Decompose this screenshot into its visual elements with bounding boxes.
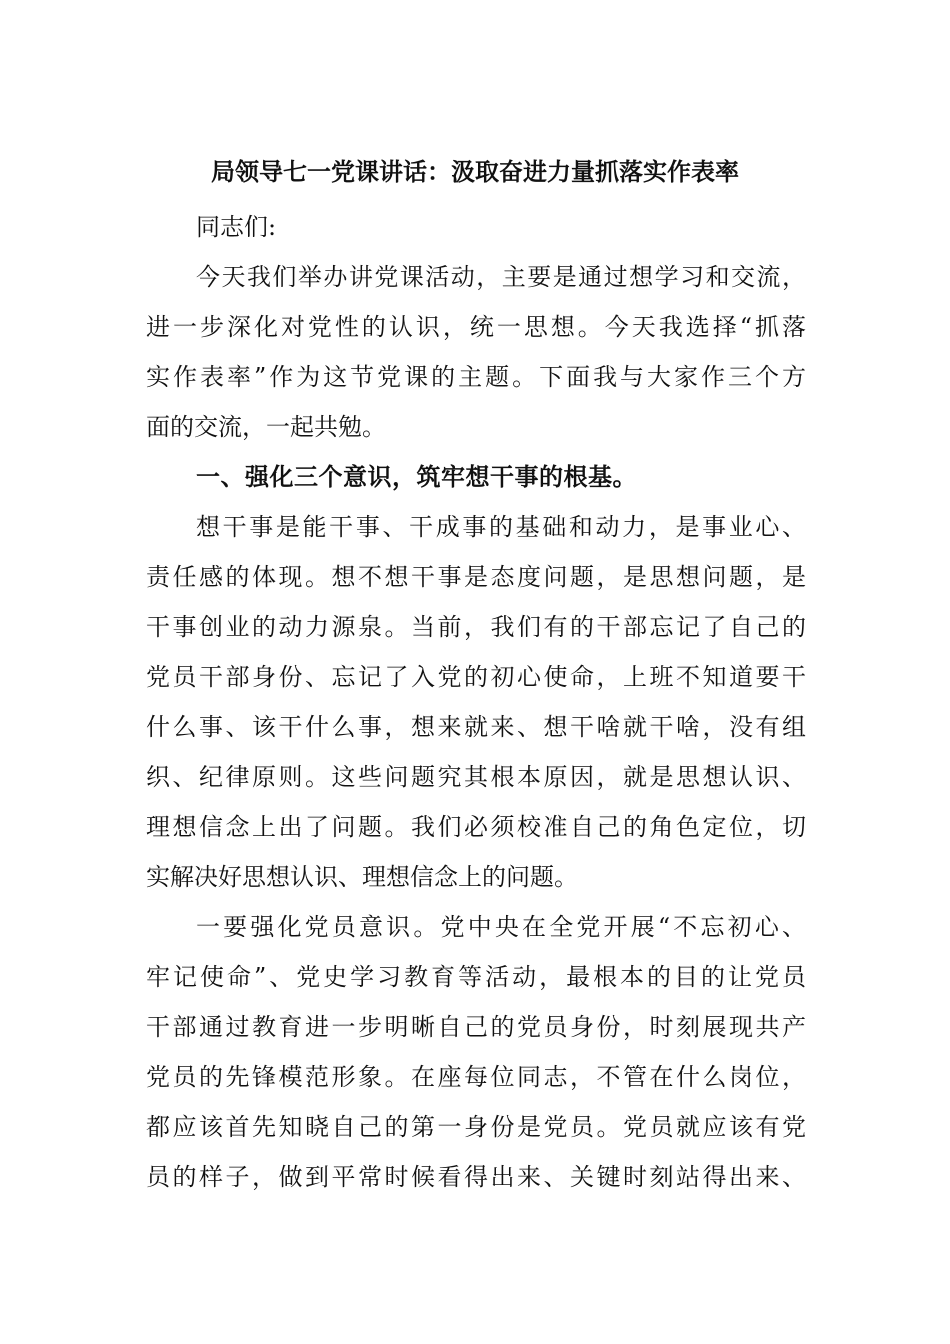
paragraph-line: 党员干部身份、忘记了入党的初心使命，上班不知道要干	[146, 663, 806, 691]
paragraph-section-one	[146, 502, 806, 902]
section-heading: 一、强化三个意识，筑牢想干事的根基。	[196, 463, 637, 491]
salutation: 同志们:	[196, 213, 277, 241]
paragraph-line: 员的样子，做到平常时候看得出来、关键时刻站得出来、	[146, 1163, 806, 1191]
paragraph-line: 实解决好思想认识、理想信念上的问题。	[146, 863, 578, 891]
paragraph-line: 今天我们举办讲党课活动，主要是通过想学习和交流，	[196, 263, 806, 291]
paragraph-intro	[146, 252, 806, 452]
paragraph-line: 实作表率”作为这节党课的主题。下面我与大家作三个方	[146, 363, 806, 391]
paragraph-line: 一要强化党员意识。党中央在全党开展“不忘初心、	[196, 913, 806, 941]
paragraph-line: 干部通过教育进一步明晰自己的党员身份，时刻展现共产	[146, 1013, 806, 1041]
paragraph-line: 织、纪律原则。这些问题究其根本原因，就是思想认识、	[146, 763, 806, 791]
paragraph-line: 进一步深化对党性的认识，统一思想。今天我选择“抓落	[146, 313, 806, 341]
paragraph-line: 责任感的体现。想不想干事是态度问题，是思想问题，是	[146, 563, 806, 591]
paragraph-party-awareness	[146, 902, 806, 1202]
paragraph-line: 牢记使命”、党史学习教育等活动，最根本的目的让党员	[146, 963, 806, 991]
paragraph-line: 面的交流，一起共勉。	[146, 413, 386, 441]
paragraph-line: 想干事是能干事、干成事的基础和动力，是事业心、	[196, 513, 806, 541]
paragraph-line: 党员的先锋模范形象。在座每位同志，不管在什么岗位，	[146, 1063, 806, 1091]
paragraph-line: 干事创业的动力源泉。当前，我们有的干部忘记了自己的	[146, 613, 806, 641]
document-body	[146, 202, 806, 1202]
paragraph-line: 什么事、该干什么事，想来就来、想干啥就干啥，没有组	[146, 713, 806, 741]
paragraph-line: 都应该首先知晓自己的第一身份是党员。党员就应该有党	[146, 1113, 806, 1141]
document-title: 局领导七一党课讲话：汲取奋进力量抓落实作表率	[211, 157, 739, 186]
paragraph-line: 理想信念上出了问题。我们必须校准自己的角色定位，切	[146, 813, 806, 841]
